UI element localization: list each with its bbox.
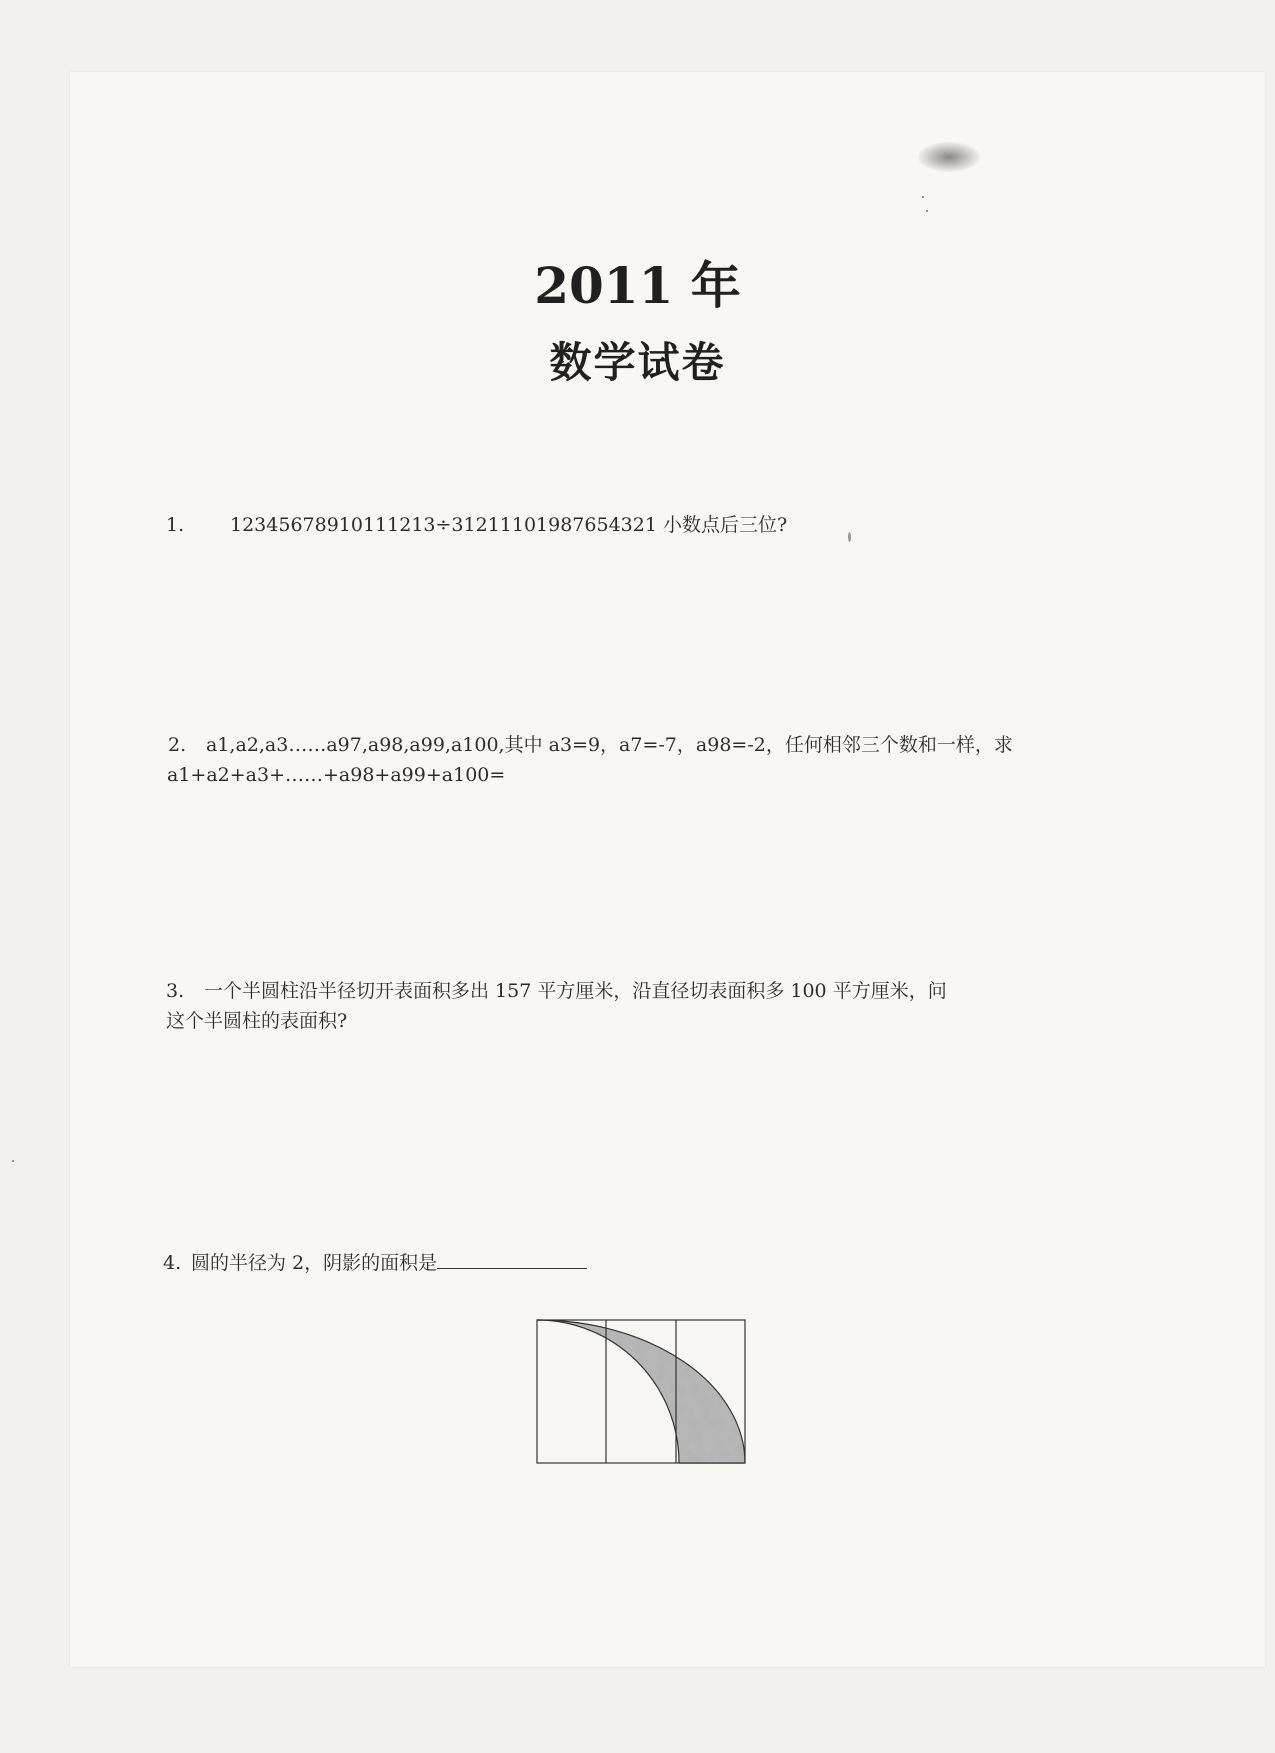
question-number: 4. — [163, 1252, 182, 1274]
question-2 — [168, 730, 1028, 790]
question-3 — [166, 976, 1026, 1036]
question-4 — [163, 1248, 587, 1278]
speck — [848, 532, 851, 542]
question-text: 圆的半径为 2，阴影的面积是 — [191, 1252, 438, 1274]
question-line — [166, 976, 1026, 1006]
speck — [12, 1160, 14, 1162]
answer-blank[interactable] — [437, 1248, 587, 1269]
ink-smudge — [918, 142, 980, 172]
question-text: a1,a2,a3……a97,a98,a99,a100,其中 a3=9，a7=-7，a98=-2，任何相邻三个数和一样，求 — [206, 734, 1013, 756]
question-text: 12345678910111213÷31211101987654321 小数点后三位? — [230, 514, 788, 536]
question-line — [168, 730, 1028, 760]
question-line: a1+a2+a3+……+a98+a99+a100= — [167, 764, 506, 786]
speck — [922, 196, 924, 198]
question-number: 1. — [166, 514, 185, 536]
inner-arc — [537, 1320, 679, 1463]
question-1 — [166, 510, 787, 540]
question-line: 这个半圆柱的表面积? — [166, 1010, 348, 1032]
shaded-circle-figure — [536, 1318, 750, 1464]
exam-subtitle: 数学试卷 — [549, 338, 726, 387]
shaded-region — [536, 1320, 745, 1464]
exam-year-title: 2011 年 — [534, 256, 741, 315]
question-number: 2. — [168, 734, 187, 756]
question-number: 3. — [166, 980, 185, 1002]
speck — [926, 210, 928, 212]
question-text: 一个半圆柱沿半径切开表面积多出 157 平方厘米，沿直径切表面积多 100 平方厘米，问 — [204, 980, 947, 1002]
